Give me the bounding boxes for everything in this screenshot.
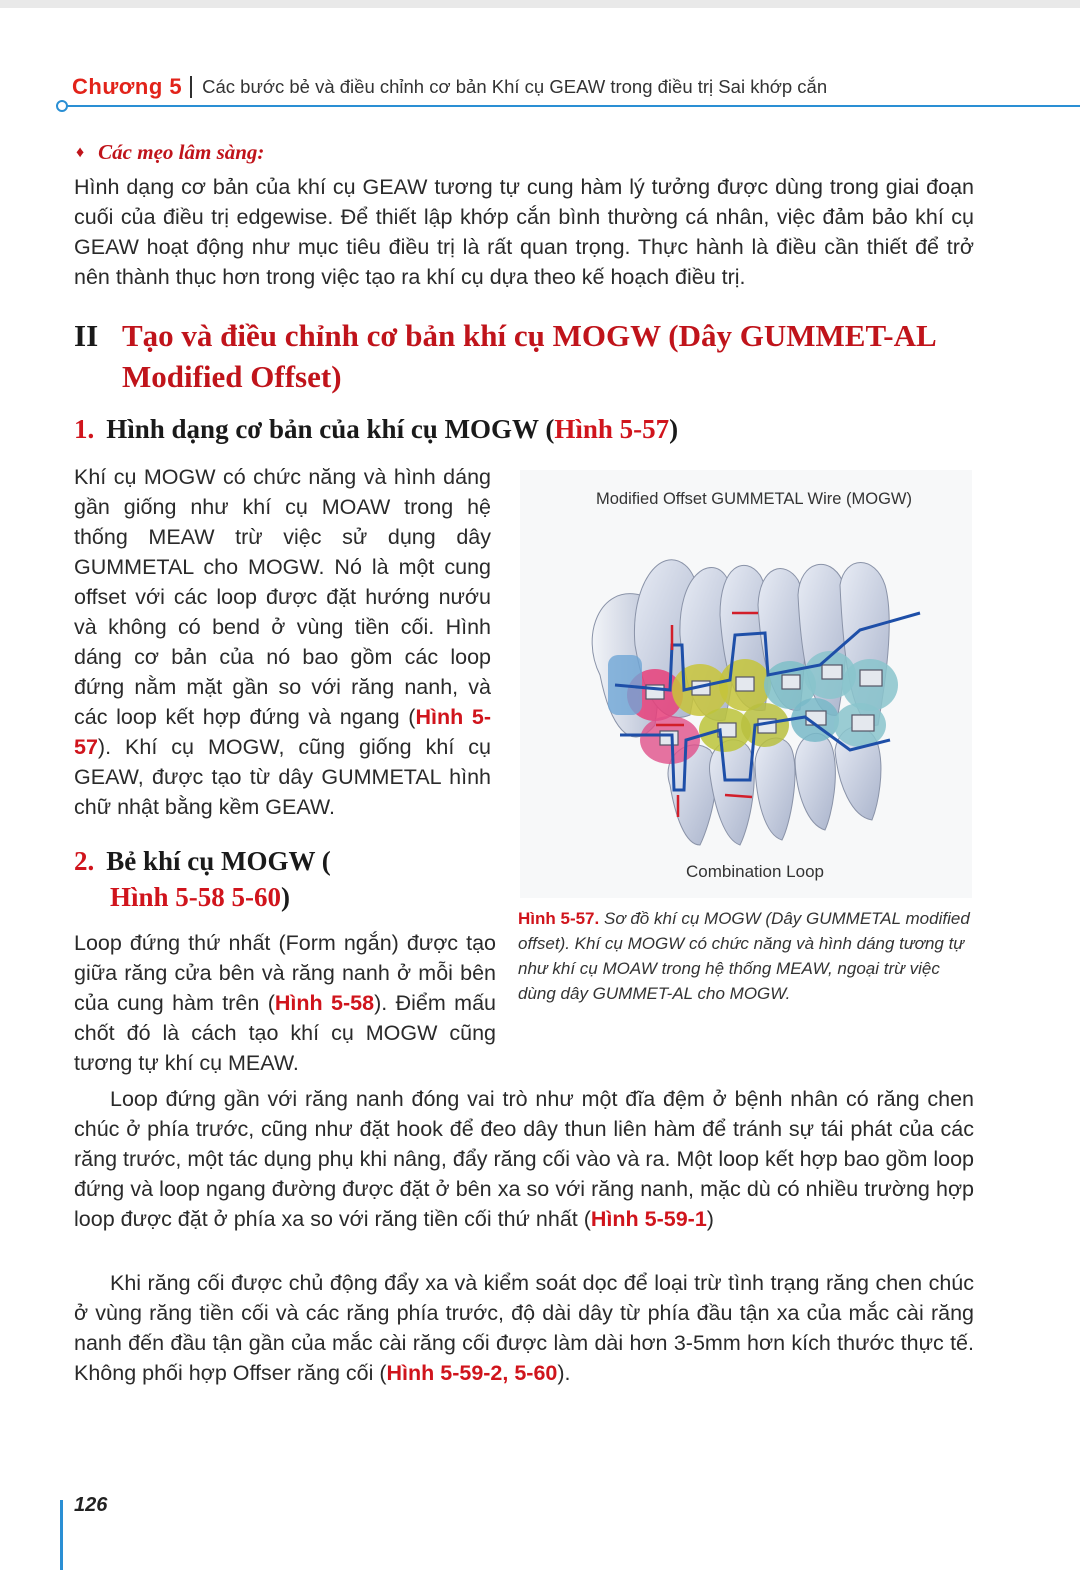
- chapter-title: Các bước bẻ và điều chỉnh cơ bản Khí cụ GEAW trong điều trị Sai khớp cắn: [202, 76, 828, 97]
- page-number: 126: [74, 1494, 108, 1516]
- section-heading: [74, 315, 974, 397]
- subsection-1-heading: [74, 411, 974, 447]
- diamond-bullet-icon: ♦: [76, 144, 85, 161]
- figure-ref-link[interactable]: Hình 5-59-2, 5-60: [386, 1361, 558, 1385]
- tips-heading: [76, 140, 264, 165]
- caption-label: Hình 5-57.: [518, 909, 600, 928]
- subsection-1-text-a: Khí cụ MOGW có chức năng và hình dáng gần giống như khí cụ MOAW trong hệ thống MEAW trừ việc sử dụng dây GUMMETAL cho MOGW. Nó là một cung offset với các loop được đặt hướng nướu và không có bend ở vùng tiền cối. Hình dáng cơ bản của nó bao gồm các loop đứng nằm mặt gần so với răng nanh, và các loop kết hợp đứng và ngang (: [74, 465, 491, 729]
- figure-caption: [518, 906, 974, 1006]
- subsection-2-text-a: Loop đứng thứ nhất (Form ngắn) được tạo giữa răng cửa bên và răng nanh ở mỗi bên của cung hàm trên (: [74, 931, 496, 1015]
- paragraph-3-text-b: ): [706, 1207, 714, 1231]
- subsection-1-ref: Hình 5-57: [554, 414, 670, 444]
- header-rule: [66, 105, 1080, 107]
- paragraph-4-text-a: Khi răng cối được chủ động đẩy xa và kiểm soát dọc để loại trừ tình trạng răng chen chúc ở vùng răng tiền cối và các răng phía trước, độ dài dây từ phía đầu tận xa của mắc cài răng nanh đến đầu tận gần của mắc cài răng cối được làm dài hơn 3-5mm hơn kích thước thực tế. Không phối hợp Offser răng cối (: [74, 1271, 974, 1385]
- subsection-2-number: 2.: [74, 846, 95, 876]
- body-paragraph-4: [74, 1268, 974, 1388]
- page-edge-rule: [60, 1500, 63, 1570]
- running-header: [72, 70, 827, 104]
- header-rule-dot: [56, 100, 68, 112]
- subsection-2-ref: Hình 5-58 5-60: [110, 882, 282, 912]
- figure-title: Modified Offset GUMMETAL Wire (MOGW): [596, 490, 912, 508]
- subsection-2-close: ): [281, 882, 291, 912]
- caption-text: Sơ đồ khí cụ MOGW (Dây GUMMETAL modified offset). Khí cụ MOGW có chức năng và hình dáng tương tự như khí cụ MOAW trong hệ thống MEAW, ngoại trừ việc dùng dây GUMMET-AL cho MOGW.: [518, 909, 970, 1003]
- tips-heading-text: Các mẹo lâm sàng:: [98, 140, 265, 164]
- subsection-2-title: Bẻ khí cụ MOGW (: [106, 846, 331, 876]
- top-band: [0, 0, 1080, 8]
- subsection-1-paragraph: [74, 462, 491, 822]
- figure-5-57: [520, 470, 972, 898]
- subsection-1-text-b: ). Khí cụ MOGW, cũng giống khí cụ GEAW, được tạo từ dây GUMMETAL hình chữ nhật bằng kềm GEAW.: [74, 735, 491, 819]
- section-title: Tạo và điều chỉnh cơ bản khí cụ MOGW (Dây GUMMET-AL Modified Offset): [122, 318, 935, 394]
- combination-loop-label: Combination Loop: [686, 862, 824, 881]
- subsection-1-title: Hình dạng cơ bản của khí cụ MOGW (: [106, 414, 555, 444]
- figure-ref-link[interactable]: Hình 5-57: [74, 705, 491, 759]
- paragraph-3-text-a: Loop đứng gần với răng nanh đóng vai trò như một đĩa đệm ở bệnh nhân có răng chen chúc ở phía trước, cũng như đặt hook để đeo dây thun liên hàm để tránh sự tái phát của các răng trước, một tác dụng phụ khi nâng, đẩy răng cối vào và ra. Một loop kết hợp bao gồm loop đứng và loop ngang đường được đặt ở bên xa so với răng nanh, mặc dù có nhiều trường hợp loop được đặt ở phía xa so với răng tiền cối thứ nhất (: [74, 1087, 974, 1231]
- chapter-label: Chương 5: [72, 74, 183, 99]
- figure-ref-link[interactable]: Hình 5-58: [274, 991, 375, 1015]
- subsection-2-text-b: ). Điểm mấu chốt đó là cách tạo khí cụ MOGW cũng tương tự khí cụ MEAW.: [74, 991, 497, 1075]
- figure-ref-link[interactable]: Hình 5-59-1: [590, 1207, 707, 1231]
- tips-paragraph: Hình dạng cơ bản của khí cụ GEAW tương tự cung hàm lý tưởng được dùng trong giai đoạn cuối của điều trị edgewise. Để thiết lập khớp cắn bình thường cá nhân, việc đảm bảo khí cụ GEAW hoạt động như mục tiêu điều trị là rất quan trọng. Thực hành là điều cần thiết để trở nên thành thục hơn trong việc tạo ra khí cụ dựa theo kế hoạch điều trị.: [74, 175, 974, 289]
- section-number: II: [74, 318, 99, 353]
- subsection-2-paragraph: [74, 928, 496, 1078]
- body-paragraph-3: [74, 1084, 974, 1234]
- paragraph-4-text-b: ).: [557, 1361, 571, 1385]
- subsection-1-number: 1.: [74, 414, 95, 444]
- subsection-1-close: ): [669, 414, 679, 444]
- mogw-teeth-illustration: [560, 525, 940, 855]
- header-separator: [190, 76, 192, 98]
- subsection-2-heading: [74, 843, 499, 915]
